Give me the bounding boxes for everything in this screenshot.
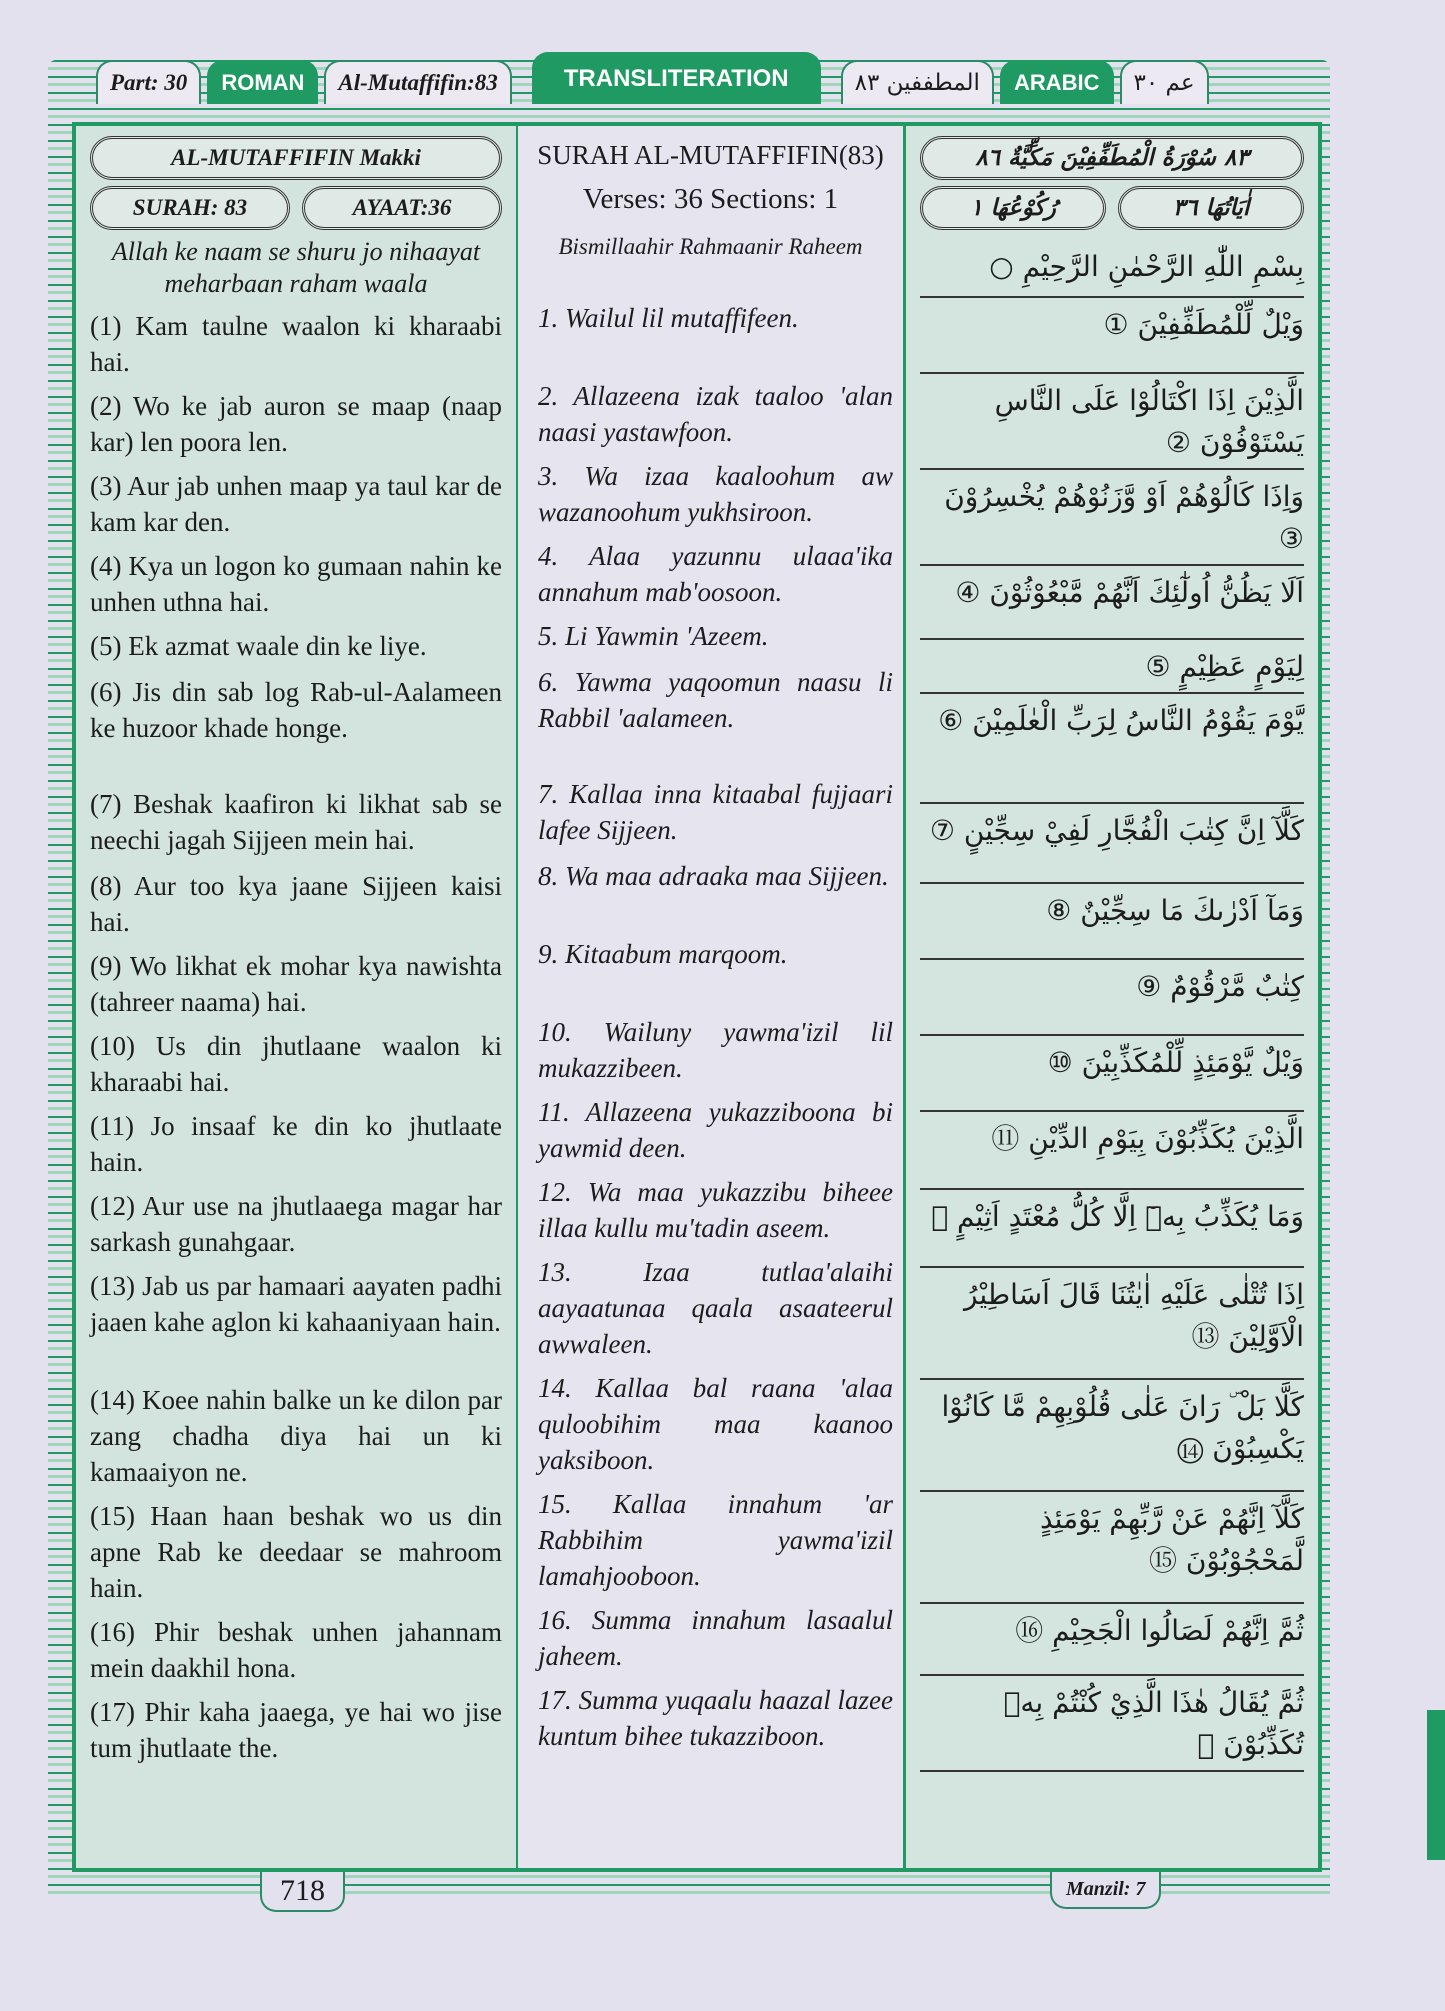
arabic-header [906,126,1318,240]
translit-verse: 11. Allazeena yukazziboona bi yawmid deen. [538,1097,893,1163]
arabic-tab: ARABIC [1000,60,1114,104]
arabic-verse: وَمَآ اَدْرٰىكَ مَا سِجِّيْنٌ ⑧ [920,884,1304,960]
roman-verse: (8) Aur too kya jaane Sijjeen kaisi hai. [90,871,502,937]
roman-tab: ROMAN [207,60,318,104]
arabic-verse: وَاِذَا كَالُوْهُمْ اَوْ وَّزَنُوْهُمْ يُخْسِرُوْنَ ③ [920,470,1304,566]
translit-verse: 9. Kitaabum marqoom. [538,939,788,969]
translit-header [518,126,903,296]
roman-verse: (6) Jis din sab log Rab-ul-Aalameen ke huzoor khade honge. [90,677,502,743]
translit-verse: 8. Wa maa adraaka maa Sijjeen. [538,861,889,891]
arabic-verse: كَلَّآ اِنَّهُمْ عَنْ رَّبِّهِمْ يَوْمَئِذٍ لَّمَحْجُوْبُوْنَ ⑮ [920,1492,1304,1604]
arabic-ruku-cartouche: رُكُوْعُهَا ١ [920,186,1106,230]
translit-bismillah: Bismillaahir Rahmaanir Raheem [558,234,863,259]
roman-column [76,126,518,1868]
arabic-verse: وَمَا يُكَذِّبُ بِهٖٓ اِلَّا كُلُّ مُعْتَدٍ اَثِيْمٍ ⑫ [920,1190,1304,1268]
translit-verse: 16. Summa innahum lasaalul jaheem. [538,1605,893,1671]
arabic-verse: الَّذِيْنَ يُكَذِّبُوْنَ بِيَوْمِ الدِّيْنِ ⑪ [920,1112,1304,1190]
roman-verse: (13) Jab us par hamaari aayaten padhi jaaen kahe aglon ki kahaaniyaan hain. [90,1271,502,1337]
transliteration-tab: TRANSLITERATION [532,52,821,104]
arabic-verse: وَيْلٌ لِّلْمُطَفِّفِيْنَ ① [920,298,1304,374]
surah-number-cartouche: SURAH: 83 [90,186,290,230]
arabic-verse: يَّوْمَ يَقُوْمُ النَّاسُ لِرَبِّ الْعٰلَمِيْنَ ⑥ [920,694,1304,804]
arabic-surah-ref: المطففين ٨٣ [841,60,994,104]
roman-verse: (14) Koee nahin balke un ke dilon par zang chadha diya hai un ki kamaaiyon ne. [90,1385,502,1487]
translit-verse: 2. Allazeena izak taaloo 'alan naasi yastawfoon. [538,381,893,447]
roman-header [76,126,516,304]
arabic-verse: اَلَا يَظُنُّ اُولٰٓئِكَ اَنَّهُمْ مَّبْعُوْثُوْنَ ④ [920,566,1304,640]
manzil-label: Manzil: 7 [1050,1872,1161,1909]
translit-verse: 4. Alaa yazunnu ulaaa'ika annahum mab'oosoon. [538,541,893,607]
arabic-title-cartouche: ٨٣ سُوْرَةُ الْمُطَفِّفِيْنَ مَكِّيَّةٌ ٨٦ [920,136,1304,180]
arabic-verse: ثُمَّ يُقَالُ هٰذَا الَّذِيْ كُنْتُمْ بِهٖ تُكَذِّبُوْنَ ⑰ [920,1676,1304,1772]
roman-verse: (9) Wo likhat ek mohar kya nawishta (tahreer naama) hai. [90,951,502,1017]
translit-verse: 15. Kallaa innahum 'ar Rabbihim yawma'izil lamahjooboon. [538,1489,893,1591]
translit-verse: 10. Wailuny yawma'izil lil mukazzibeen. [538,1017,893,1083]
translit-verse: 12. Wa maa yukazzibu biheee illaa kullu mu'tadin aseem. [538,1177,893,1243]
translit-verse: 13. Izaa tutlaa'alaihi aayaatunaa qaala asaateerul awwaleen. [538,1257,893,1359]
roman-verse: (17) Phir kaha jaaega, ye hai wo jise tum jhutlaate the. [90,1697,502,1763]
transliteration-column [518,126,906,1868]
arabic-column [906,126,1318,1868]
roman-verse: (7) Beshak kaafiron ki likhat sab se neechi jagah Sijjeen mein hai. [90,789,502,855]
arabic-verse: كِتٰبٌ مَّرْقُوْمٌ ⑨ [920,960,1304,1036]
roman-verse: (3) Aur jab unhen maap ya taul kar de kam kar den. [90,471,502,537]
translit-verse: 3. Wa izaa kaaloohum aw wazanoohum yukhsiroon. [538,461,893,527]
roman-verse: (16) Phir beshak unhen jahannam mein daakhil hona. [90,1617,502,1683]
arabic-verse: اِذَا تُتْلٰى عَلَيْهِ اٰيٰتُنَا قَالَ اَسَاطِيْرُ الْاَوَّلِيْنَ ⑬ [920,1268,1304,1380]
page-frame [72,122,1322,1872]
arabic-ayaat-cartouche: اٰيَاتُهَا ٣٦ [1118,186,1304,230]
translit-verse: 6. Yawma yaqoomun naasu li Rabbil 'aalameen. [538,667,893,733]
arabic-verse: الَّذِيْنَ اِذَا اكْتَالُوْا عَلَى النَّاسِ يَسْتَوْفُوْنَ ② [920,374,1304,470]
roman-bismillah: Allah ke naam se shuru jo nihaayat meharbaan raham waala [111,237,481,298]
translit-verse: 7. Kallaa inna kitaabal fujjaari lafee Sijjeen. [538,779,893,845]
roman-verse: (12) Aur use na jhutlaaega magar har sarkash gunahgaar. [90,1191,502,1257]
header-tabs [96,52,1209,104]
part-label: Part: 30 [96,60,201,104]
arabic-verse: لِيَوْمٍ عَظِيْمٍ ⑤ [920,640,1304,694]
arabic-verse: ثُمَّ اِنَّهُمْ لَصَالُوا الْجَحِيْمِ ⑯ [920,1604,1304,1676]
arabic-part: عم ٣٠ [1120,60,1209,104]
roman-verse: (10) Us din jhutlaane waalon ki kharaabi hai. [90,1031,502,1097]
verses-info: Verses: 36 Sections: 1 [582,183,839,215]
roman-verse: (11) Jo insaaf ke din ko jhutlaate hain. [90,1111,502,1177]
page-body [72,122,1322,1932]
arabic-verse: كَلَّا بَلْ ۜ رَانَ عَلٰى قُلُوْبِهِمْ مَّا كَانُوْا يَكْسِبُوْنَ ⑭ [920,1380,1304,1492]
surah-title-cartouche: AL-MUTAFFIFIN Makki [90,136,502,180]
roman-verse: (4) Kya un logon ko gumaan nahin ke unhen uthna hai. [90,551,502,617]
footer [72,1872,1322,1932]
translit-verse: 1. Wailul lil mutaffifeen. [538,303,799,333]
page-number: 718 [260,1872,345,1912]
translit-title: SURAH AL-MUTAFFIFIN(83) [537,140,884,170]
roman-verse: (2) Wo ke jab auron se maap (naap kar) len poora len. [90,391,502,457]
arabic-verse: كَلَّآ اِنَّ كِتٰبَ الْفُجَّارِ لَفِيْ سِجِّيْنٍ ⑦ [920,804,1304,884]
translit-verse: 14. Kallaa bal raana 'alaa quloobihim maa kaanoo yaksiboon. [538,1373,893,1475]
roman-verse: (15) Haan haan beshak wo us din apne Rab ke deedaar se mahroom hain. [90,1501,502,1603]
surah-ref: Al-Mutaffifin:83 [324,60,511,104]
translit-verse: 17. Summa yuqaalu haazal lazee kuntum bihee tukazziboon. [538,1685,893,1751]
arabic-verse: وَيْلٌ يَّوْمَئِذٍ لِّلْمُكَذِّبِيْنَ ⑩ [920,1036,1304,1112]
ayaat-cartouche: AYAAT:36 [302,186,502,230]
translit-verse: 5. Li Yawmin 'Azeem. [538,621,769,651]
roman-verse: (1) Kam taulne waalon ki kharaabi hai. [90,311,502,377]
arabic-bismillah: بِسْمِ اللّٰهِ الرَّحْمٰنِ الرَّحِيْمِ ○ [920,240,1304,298]
page-edge [1427,1710,1445,1860]
roman-verse: (5) Ek azmat waale din ke liye. [90,631,427,661]
